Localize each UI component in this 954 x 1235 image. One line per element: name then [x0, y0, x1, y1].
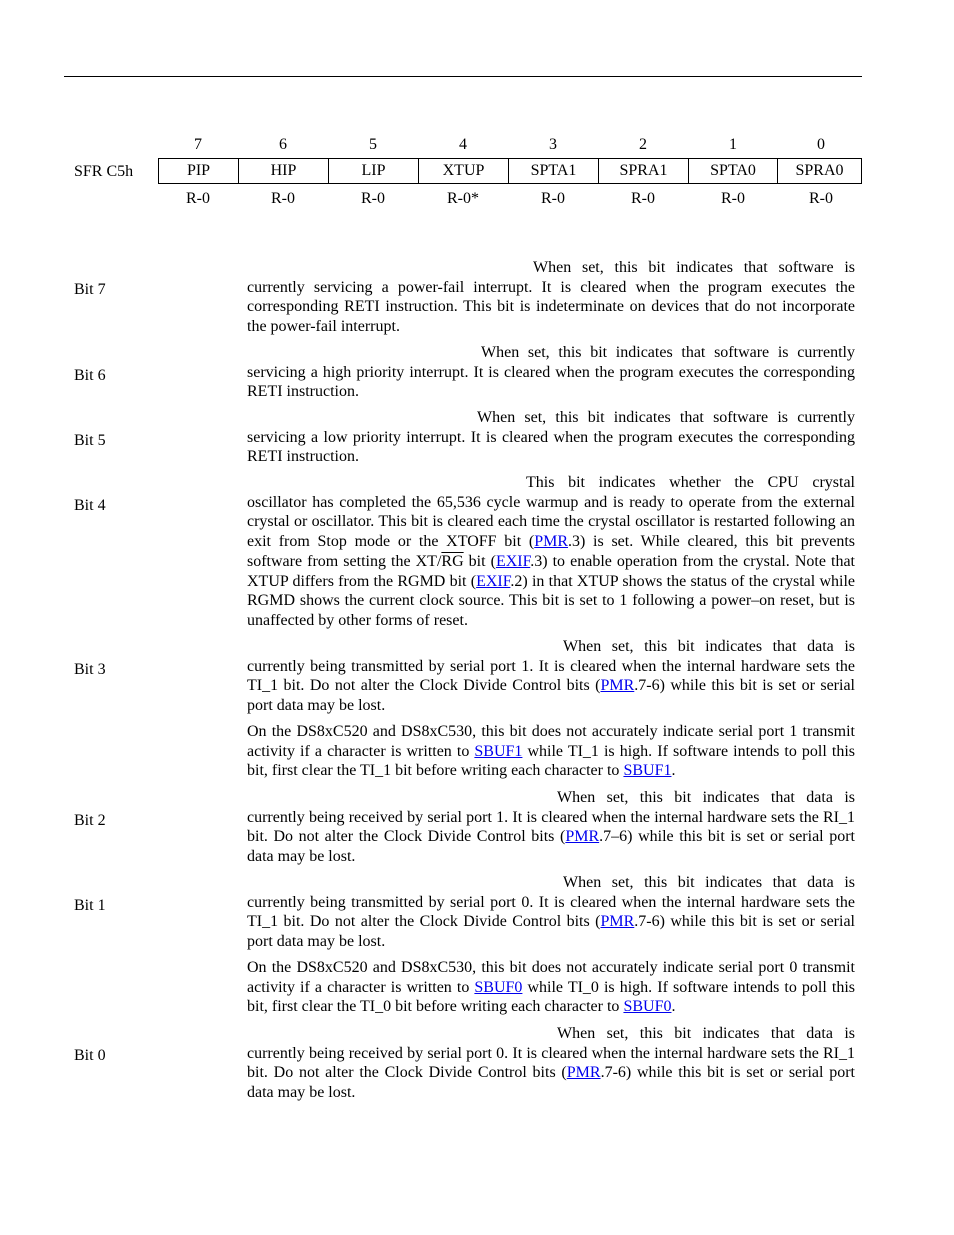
bit-4-text-e: .2) in that XTUP shows the status of the crystal while RGMD shows the current clock source. This bit is set to 1 following a power–on reset, but is unaffected by other forms of reset. — [247, 572, 855, 629]
bit-0-description — [247, 1024, 855, 1103]
bit-3-note-text-a: On the DS8xC520 and DS8xC530, this bit does not accurately indicate serial port 1 transmit activity if a character is written to — [247, 723, 855, 760]
bit-number-4: 4 — [459, 136, 467, 153]
bit-cell-spta1: SPTA1 — [509, 159, 599, 184]
bit-number-5: 5 — [369, 136, 377, 153]
bit-cell-hip: HIP — [239, 159, 329, 184]
bit-4-text-c: bit ( — [463, 552, 496, 570]
bit-number-0: 0 — [817, 136, 825, 153]
bit-number-6: 6 — [279, 136, 287, 153]
sbuf0-link[interactable]: SBUF0 — [623, 998, 672, 1016]
access-bit-7: R-0 — [186, 190, 210, 207]
register-address-label: SFR C5h — [74, 163, 134, 180]
bit-7-text: When set, this bit indicates that software is currently servicing a power-fail interrupt. It is cleared when the program executes the corresponding RETI instruction. This bit is indeterminate on devices that do not incorporate the power-fail interrupt. — [247, 259, 855, 336]
bit-number-7: 7 — [194, 136, 202, 153]
sbuf0-link[interactable]: SBUF0 — [474, 978, 523, 996]
bit-2-label: Bit 2 — [74, 812, 106, 829]
bit-1-note-text-a: On the DS8xC520 and DS8xC530, this bit does not accurately indicate serial port 0 transmit activity if a character is written to — [247, 959, 855, 996]
bit-5-description — [247, 408, 855, 467]
bit-4-text-d: .3) to enable operation from the crystal. Note that XTUP differs from the RGMD bit ( — [247, 552, 855, 590]
bit-1-description — [247, 873, 855, 952]
bit-5-text: When set, this bit indicates that software is currently servicing a low priority interrupt. It is cleared when the program executes the corresponding RETI instruction. — [247, 409, 855, 466]
exif-link[interactable]: EXIF — [476, 572, 511, 590]
bit-4-label: Bit 4 — [74, 497, 106, 514]
bit-0-text-a: When set, this bit indicates that data is currently being received by serial port 0. It is cleared when the internal hardware sets the RI_1 bit. Do not alter the Clock Divide Control bits ( — [247, 1025, 855, 1082]
bit-1-text-a: When set, this bit indicates that data is currently being transmitted by serial port 0. It is cleared when the internal hardware sets the TI_1 bit. Do not alter the Clock Divide Control bits ( — [247, 874, 855, 931]
bit-number-3: 3 — [549, 136, 557, 153]
bit-1-label: Bit 1 — [74, 897, 106, 914]
bit-3-note-text-b: while TI_1 is high. If software intends to poll this bit, first clear the TI_1 bit before writing each character to — [247, 742, 856, 780]
rg-overbar-text: $\overline{RG}$ — [441, 552, 464, 570]
bit-1-note-text-b: while TI_0 is high. If software intends to poll this bit, first clear the TI_0 bit before writing each character to — [247, 978, 856, 1016]
bit-2-description — [247, 788, 855, 867]
exif-link[interactable]: EXIF — [495, 552, 531, 570]
bit-cell-spra0: SPRA0 — [778, 159, 862, 184]
pmr-link[interactable]: PMR — [534, 533, 569, 551]
access-bit-2: R-0 — [631, 190, 655, 207]
bit-1-note-text-c: . — [671, 998, 676, 1016]
bit-3-text-b: .7-6) while this bit is set or serial port data may be lost. — [247, 677, 856, 715]
bit-cell-xtup: XTUP — [419, 159, 509, 184]
bit-6-text: When set, this bit indicates that software is currently servicing a high priority interrupt. It is cleared when the program executes the corresponding RETI instruction. — [247, 344, 855, 401]
register-bit-row — [159, 159, 862, 184]
bit-cell-spta0: SPTA0 — [689, 159, 778, 184]
bit-4-text-b: .3) is set. While cleared, this bit prevents software from setting the XT/ — [247, 533, 856, 570]
bit-cell-pip: PIP — [159, 159, 239, 184]
sbuf1-link[interactable]: SBUF1 — [623, 762, 672, 780]
pmr-link[interactable]: PMR — [565, 828, 600, 846]
sbuf1-link[interactable]: SBUF1 — [474, 742, 523, 760]
bit-3-note-text-c: . — [671, 762, 676, 780]
bit-4-text-a: This bit indicates whether the CPU crystal oscillator has completed the 65,536 cycle warmup and is ready to operate from the external crystal or oscillator. This bit is cleared each time the crystal oscillator is restarted following an exit from Stop mode or the XTOFF bit ( — [247, 474, 855, 551]
access-bit-5: R-0 — [361, 190, 385, 207]
bit-0-text-b: .7-6) while this bit is set or serial port data may be lost. — [247, 1064, 856, 1102]
bit-cell-spra1: SPRA1 — [599, 159, 689, 184]
register-bit-table — [158, 158, 862, 184]
bit-cell-lip: LIP — [329, 159, 419, 184]
pmr-link[interactable]: PMR — [600, 677, 635, 695]
bit-3-description — [247, 637, 855, 716]
bit-7-label: Bit 7 — [74, 281, 106, 298]
access-bit-6: R-0 — [271, 190, 295, 207]
bit-6-description — [247, 343, 855, 402]
bit-3-label: Bit 3 — [74, 661, 106, 678]
bit-6-label: Bit 6 — [74, 367, 106, 384]
bit-0-label: Bit 0 — [74, 1047, 106, 1064]
pmr-link[interactable]: PMR — [600, 913, 635, 931]
access-bit-3: R-0 — [541, 190, 565, 207]
bit-3-text-a: When set, this bit indicates that data is currently being transmitted by serial port 1. It is cleared when the internal hardware sets the TI_1 bit. Do not alter the Clock Divide Control bits ( — [247, 638, 855, 695]
bit-3-note — [247, 722, 855, 781]
access-bit-0: R-0 — [809, 190, 833, 207]
bit-number-1: 1 — [729, 136, 737, 153]
access-bit-4: R-0* — [447, 190, 479, 207]
bit-number-2: 2 — [639, 136, 647, 153]
bit-2-text-b: .7–6) while this bit is set or serial port data may be lost. — [247, 828, 855, 866]
bit-5-label: Bit 5 — [74, 432, 106, 449]
access-bit-1: R-0 — [721, 190, 745, 207]
bit-7-description — [247, 258, 855, 337]
bit-4-description — [247, 473, 855, 631]
bit-2-text-a: When set, this bit indicates that data is currently being received by serial port 1. It is cleared when the internal hardware sets the RI_1 bit. Do not alter the Clock Divide Control bits ( — [247, 789, 855, 846]
pmr-link[interactable]: PMR — [566, 1064, 601, 1082]
bit-1-text-b: .7-6) while this bit is set or serial port data may be lost. — [247, 913, 856, 951]
header-rule — [64, 76, 862, 77]
bit-1-note — [247, 958, 855, 1017]
